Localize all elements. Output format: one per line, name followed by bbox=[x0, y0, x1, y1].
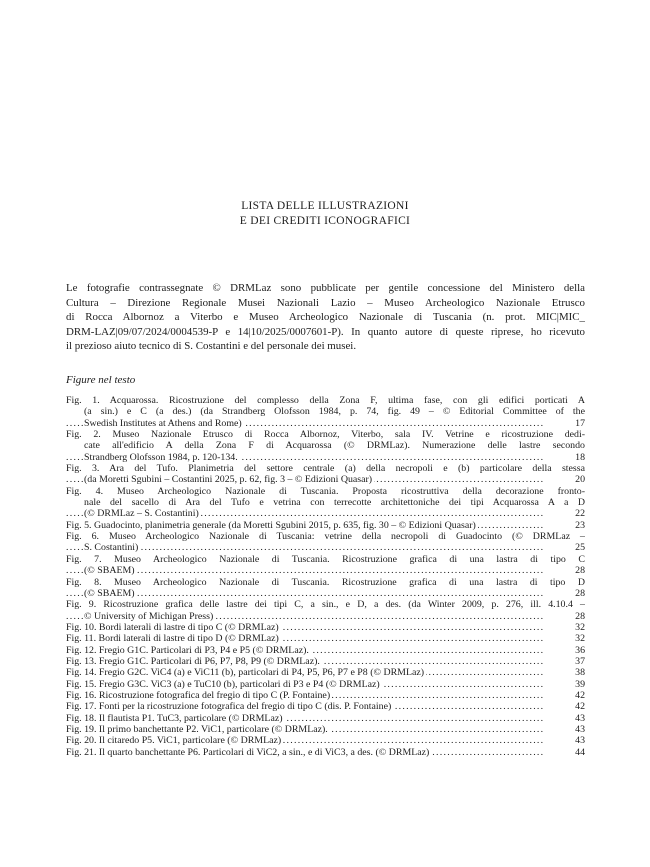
figure-entry-text: (© SBAEM) bbox=[84, 565, 135, 577]
figure-entry bbox=[66, 520, 585, 531]
figure-entry-line bbox=[66, 577, 585, 588]
figure-entry bbox=[66, 724, 585, 735]
figure-entry-text: Fig. 15. Fregio G3C. ViC3 (a) e TuC10 (b), particolari di P3 e P4 (© DRMLaz) bbox=[66, 678, 380, 690]
page-number: 28 bbox=[575, 587, 585, 599]
figure-entry-line bbox=[66, 554, 585, 565]
page-number: 32 bbox=[575, 621, 585, 633]
figure-entry-line bbox=[66, 463, 585, 474]
page-number: 25 bbox=[575, 542, 585, 554]
figure-entry-line bbox=[66, 713, 585, 724]
figure-entry-line bbox=[66, 679, 585, 690]
figure-entry-line bbox=[66, 452, 585, 463]
page-number: 37 bbox=[575, 655, 585, 667]
figure-entry-line bbox=[66, 701, 585, 712]
figure-entry-text: Fig. 10. Bordi laterali di lastre di tipo C (© DRMLaz) bbox=[66, 621, 279, 633]
figure-entry-text: Fig. 9. Ricostruzione grafica delle lastre dei tipi C, a sin., e D, a des. (da Winter 2009, p. 276, ill. 4.10.4 – bbox=[66, 599, 585, 611]
figure-entry-line bbox=[66, 633, 585, 644]
figure-entry-text: (a sin.) e C (a des.) (da Strandberg Olofsson 1984, p. 74, fig. 49 – © Editorial Committee of the bbox=[84, 406, 585, 418]
figure-entry-text: Swedish Institutes at Athens and Rome) bbox=[84, 417, 242, 429]
page-number: 42 bbox=[575, 701, 585, 713]
page-number: 43 bbox=[575, 735, 585, 747]
figure-entry bbox=[66, 599, 585, 622]
figure-entry-text: Fig. 19. Il primo banchettante P2. ViC1, particolare (© DRMLaz). bbox=[66, 723, 328, 735]
page-number: 28 bbox=[575, 565, 585, 577]
intro-line: il prezioso aiuto tecnico di S. Costantini e del personale dei musei. bbox=[66, 340, 357, 353]
figure-list bbox=[66, 395, 585, 758]
page-number: 23 bbox=[575, 519, 585, 531]
figure-entry-line bbox=[66, 406, 585, 417]
figure-entry-line bbox=[66, 565, 585, 576]
figure-entry-line bbox=[66, 611, 585, 622]
title-line-2: E DEI CREDITI ICONOGRAFICI bbox=[239, 215, 411, 227]
figure-entry bbox=[66, 690, 585, 701]
figure-entry-text: Fig. 13. Fregio G1C. Particolari di P6, P7, P8, P9 (© DRMLaz). bbox=[66, 655, 320, 667]
figure-entry bbox=[66, 747, 585, 758]
figure-entry-text: Fig. 8. Museo Archeologico Nazionale di Tuscania. Ricostruzione grafica di una lastra di tipo D bbox=[66, 576, 585, 588]
figure-entry-line bbox=[66, 418, 585, 429]
figure-entry-line bbox=[66, 599, 585, 610]
figure-entry-line bbox=[66, 486, 585, 497]
intro-paragraph bbox=[66, 281, 585, 354]
figure-entry bbox=[66, 667, 585, 678]
figure-entry-text: Fig. 14. Fregio G2C. ViC4 (a) e ViC11 (b), particolari di P4, P5, P6, P7 e P8 (© DRMLaz) bbox=[66, 667, 425, 679]
page-number: 28 bbox=[575, 610, 585, 622]
figure-entry-line bbox=[66, 395, 585, 406]
figure-entry-text: Fig. 21. Il quarto banchettante P6. Particolari di ViC2, a sin., e di ViC3, a des. (© DRMLaz) bbox=[66, 746, 430, 758]
figure-entry bbox=[66, 531, 585, 554]
figure-entry bbox=[66, 735, 585, 746]
page-number: 32 bbox=[575, 633, 585, 645]
figure-entry-text: (© SBAEM) bbox=[84, 587, 135, 599]
figure-entry-text: Fig. 4. Museo Archeologico Nazionale di Tuscania. Proposta ricostruttiva della decorazione fronto- bbox=[66, 485, 585, 497]
figure-entry bbox=[66, 429, 585, 463]
figure-entry-line bbox=[66, 588, 585, 599]
figure-entry-line bbox=[66, 656, 585, 667]
figure-entry-line bbox=[66, 520, 585, 531]
figure-entry-text: Fig. 12. Fregio G1C. Particolari di P3, P4 e P5 (© DRMLaz). bbox=[66, 644, 309, 656]
figure-entry-text: Strandberg Olofsson 1984, p. 120-134. bbox=[84, 451, 238, 463]
page-number: 43 bbox=[575, 723, 585, 735]
figure-entry bbox=[66, 577, 585, 600]
figure-entry bbox=[66, 395, 585, 429]
figure-entry-text: Fig. 2. Museo Nazionale Etrusco di Rocca Albornoz, Viterbo, sala IV. Vetrine e ricostruzione dedi- bbox=[66, 429, 585, 441]
figure-entry-text: S. Costantini) bbox=[84, 542, 139, 554]
figure-entry bbox=[66, 486, 585, 520]
intro-line: Le fotografie contrassegnate © DRMLaz sono pubblicate per gentile concessione del Ministero della bbox=[66, 282, 585, 294]
page-number: 36 bbox=[575, 644, 585, 656]
page-number: 38 bbox=[575, 667, 585, 679]
figure-entry bbox=[66, 679, 585, 690]
figure-entry-text: Fig. 7. Museo Archeologico Nazionale di Tuscania. Ricostruzione grafica di una lastra di tipo C bbox=[66, 553, 585, 565]
figure-entry bbox=[66, 554, 585, 577]
figure-entry-line bbox=[66, 735, 585, 746]
figure-entry bbox=[66, 701, 585, 712]
figure-entry-text: (da Moretti Sgubini – Costantini 2025, p. 62, fig. 3 – © Edizioni Quasar) bbox=[84, 474, 373, 486]
figure-entry bbox=[66, 645, 585, 656]
figure-entry-line bbox=[66, 747, 585, 758]
page-number: 44 bbox=[575, 746, 585, 758]
figure-entry bbox=[66, 656, 585, 667]
page-number: 18 bbox=[575, 451, 585, 463]
figure-entry bbox=[66, 713, 585, 724]
intro-line: DRM-LAZ|09/07/2024/0004539-P e 14|10/2025/0007601-P). In quanto autore di queste riprese, ho ricevuto bbox=[66, 325, 585, 338]
intro-line: Cultura – Direzione Regionale Musei Nazionali Lazio – Museo Archeologico Nazionale Etrusco bbox=[66, 296, 585, 309]
page-number: 17 bbox=[575, 417, 585, 429]
figure-entry-text: Fig. 16. Ricostruzione fotografica del fregio di tipo C (P. Fontaine) bbox=[66, 689, 331, 701]
figure-entry-line bbox=[66, 474, 585, 485]
figure-entry bbox=[66, 622, 585, 633]
figure-entry-line bbox=[66, 440, 585, 451]
figure-entry-line bbox=[66, 497, 585, 508]
page-number: 43 bbox=[575, 712, 585, 724]
figure-entry-text: nale del sacello di Ara del Tufo e vetrina con terrecotte architettoniche dei tipi Acquarossa A a D bbox=[84, 497, 585, 509]
figure-entry-line bbox=[66, 667, 585, 678]
title-line-1: LISTA DELLE ILLUSTRAZIONI bbox=[241, 200, 409, 212]
section-heading: Figure nel testo bbox=[66, 374, 136, 386]
page-number: 39 bbox=[575, 678, 585, 690]
figure-entry-text: Fig. 17. Fonti per la ricostruzione fotografica del fregio di tipo C (dis. P. Fontaine) bbox=[66, 701, 392, 713]
figure-entry-text: Fig. 18. Il flautista P1. TuC3, particolare (© DRMLaz) bbox=[66, 712, 283, 724]
figure-entry-line bbox=[66, 429, 585, 440]
page-number: 22 bbox=[575, 508, 585, 520]
figure-entry-text: Fig. 3. Ara del Tufo. Planimetria del settore centrale (a) della necropoli e (b) particolare della stessa bbox=[66, 463, 585, 475]
intro-line: di Rocca Albornoz a Viterbo e Museo Archeologico Nazionale di Tuscania (n. prot. MIC|MIC_ bbox=[66, 311, 585, 324]
figure-entry-text: (© DRMLaz – S. Costantini) bbox=[84, 508, 199, 520]
page-number: 20 bbox=[575, 474, 585, 486]
figure-entry-text: © University of Michigan Press) bbox=[84, 610, 214, 622]
figure-entry-line bbox=[66, 690, 585, 701]
figure-entry bbox=[66, 463, 585, 486]
figure-entry-text: Fig. 1. Acquarossa. Ricostruzione del complesso della Zona F, ultima fase, con gli edifici porticati A bbox=[66, 395, 585, 406]
figure-entry-text: Fig. 5. Guadocinto, planimetria generale (da Moretti Sgubini 2015, p. 635, fig. 30 – © Edizioni Quasar) bbox=[66, 519, 476, 531]
figure-entry-text: Fig. 6. Museo Archeologico Nazionale di Tuscania: vetrine della necropoli di Guadocinto (© DRMLaz – bbox=[66, 531, 585, 543]
figure-entry-text: Fig. 20. Il citaredo P5. ViC1, particolare (© DRMLaz) bbox=[66, 735, 282, 747]
figure-entry-line bbox=[66, 542, 585, 553]
figure-entry-text: Fig. 11. Bordi laterali di lastre di tipo D (© DRMLaz) bbox=[66, 633, 279, 645]
figure-entry-line bbox=[66, 622, 585, 633]
figure-entry bbox=[66, 633, 585, 644]
figure-entry-line bbox=[66, 531, 585, 542]
figure-entry-line bbox=[66, 508, 585, 519]
figure-entry-line bbox=[66, 724, 585, 735]
figure-entry-text: cate all'edificio A della Zona F di Acquarossa (© DRMLaz). Numerazione delle lastre secondo bbox=[84, 440, 585, 452]
figure-entry-line bbox=[66, 645, 585, 656]
page-title bbox=[0, 199, 650, 229]
page-number: 42 bbox=[575, 689, 585, 701]
